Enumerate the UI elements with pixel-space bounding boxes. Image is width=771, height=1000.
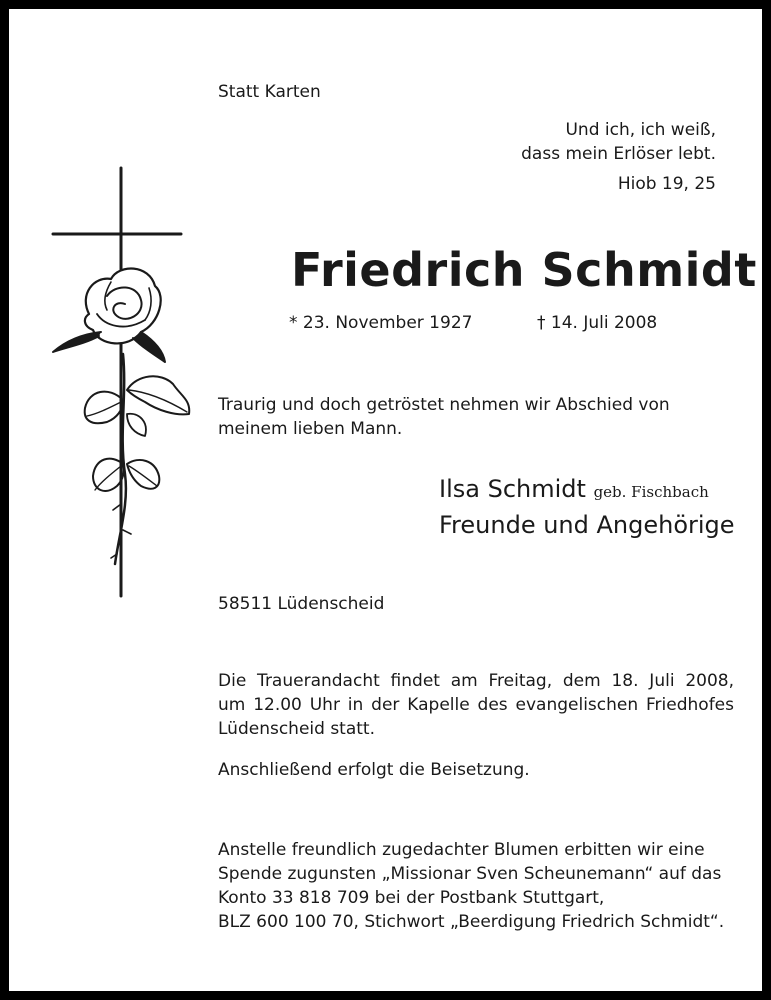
farewell-line: Traurig und doch getröstet nehmen wir Abschied von — [218, 395, 670, 415]
service-text — [218, 669, 734, 741]
primary-mourner — [439, 473, 709, 505]
deceased-name: Friedrich Schmidt — [291, 243, 757, 297]
location-text: 58511 Lüdenscheid — [218, 594, 385, 614]
donation-text — [218, 838, 724, 934]
farewell-text — [218, 393, 670, 441]
death-date: † 14. Juli 2008 — [537, 313, 658, 333]
quote-line: Und ich, ich weiß, — [565, 120, 716, 140]
donation-line: Spende zugunsten „Missionar Sven Scheunemann“ auf das — [218, 864, 722, 884]
donation-line: Konto 33 818 709 bei der Postbank Stuttgart, — [218, 888, 605, 908]
quote-line: dass mein Erlöser lebt. — [521, 144, 716, 164]
service-line: Lüdenscheid statt. — [218, 719, 376, 739]
donation-line: BLZ 600 100 70, Stichwort „Beerdigung Friedrich Schmidt“. — [218, 912, 725, 932]
quote-reference: Hiob 19, 25 — [617, 174, 716, 194]
service-line: um 12.00 Uhr in der Kapelle des evangelischen Friedhofes — [218, 695, 734, 715]
mourner-name: Ilsa Schmidt — [439, 475, 586, 503]
burial-text: Anschließend erfolgt die Beisetzung. — [218, 760, 530, 780]
cross-with-rose-icon — [49, 164, 199, 604]
service-line: Die Trauerandacht findet am Freitag, dem 18. Juli 2008, — [218, 671, 734, 691]
birth-date: * 23. November 1927 — [289, 313, 473, 333]
other-mourners: Freunde und Angehörige — [439, 511, 735, 539]
farewell-line: meinem lieben Mann. — [218, 419, 403, 439]
donation-line: Anstelle freundlich zugedachter Blumen erbitten wir eine — [218, 840, 705, 860]
maiden-name: geb. Fischbach — [593, 483, 709, 501]
header-text: Statt Karten — [218, 82, 321, 102]
